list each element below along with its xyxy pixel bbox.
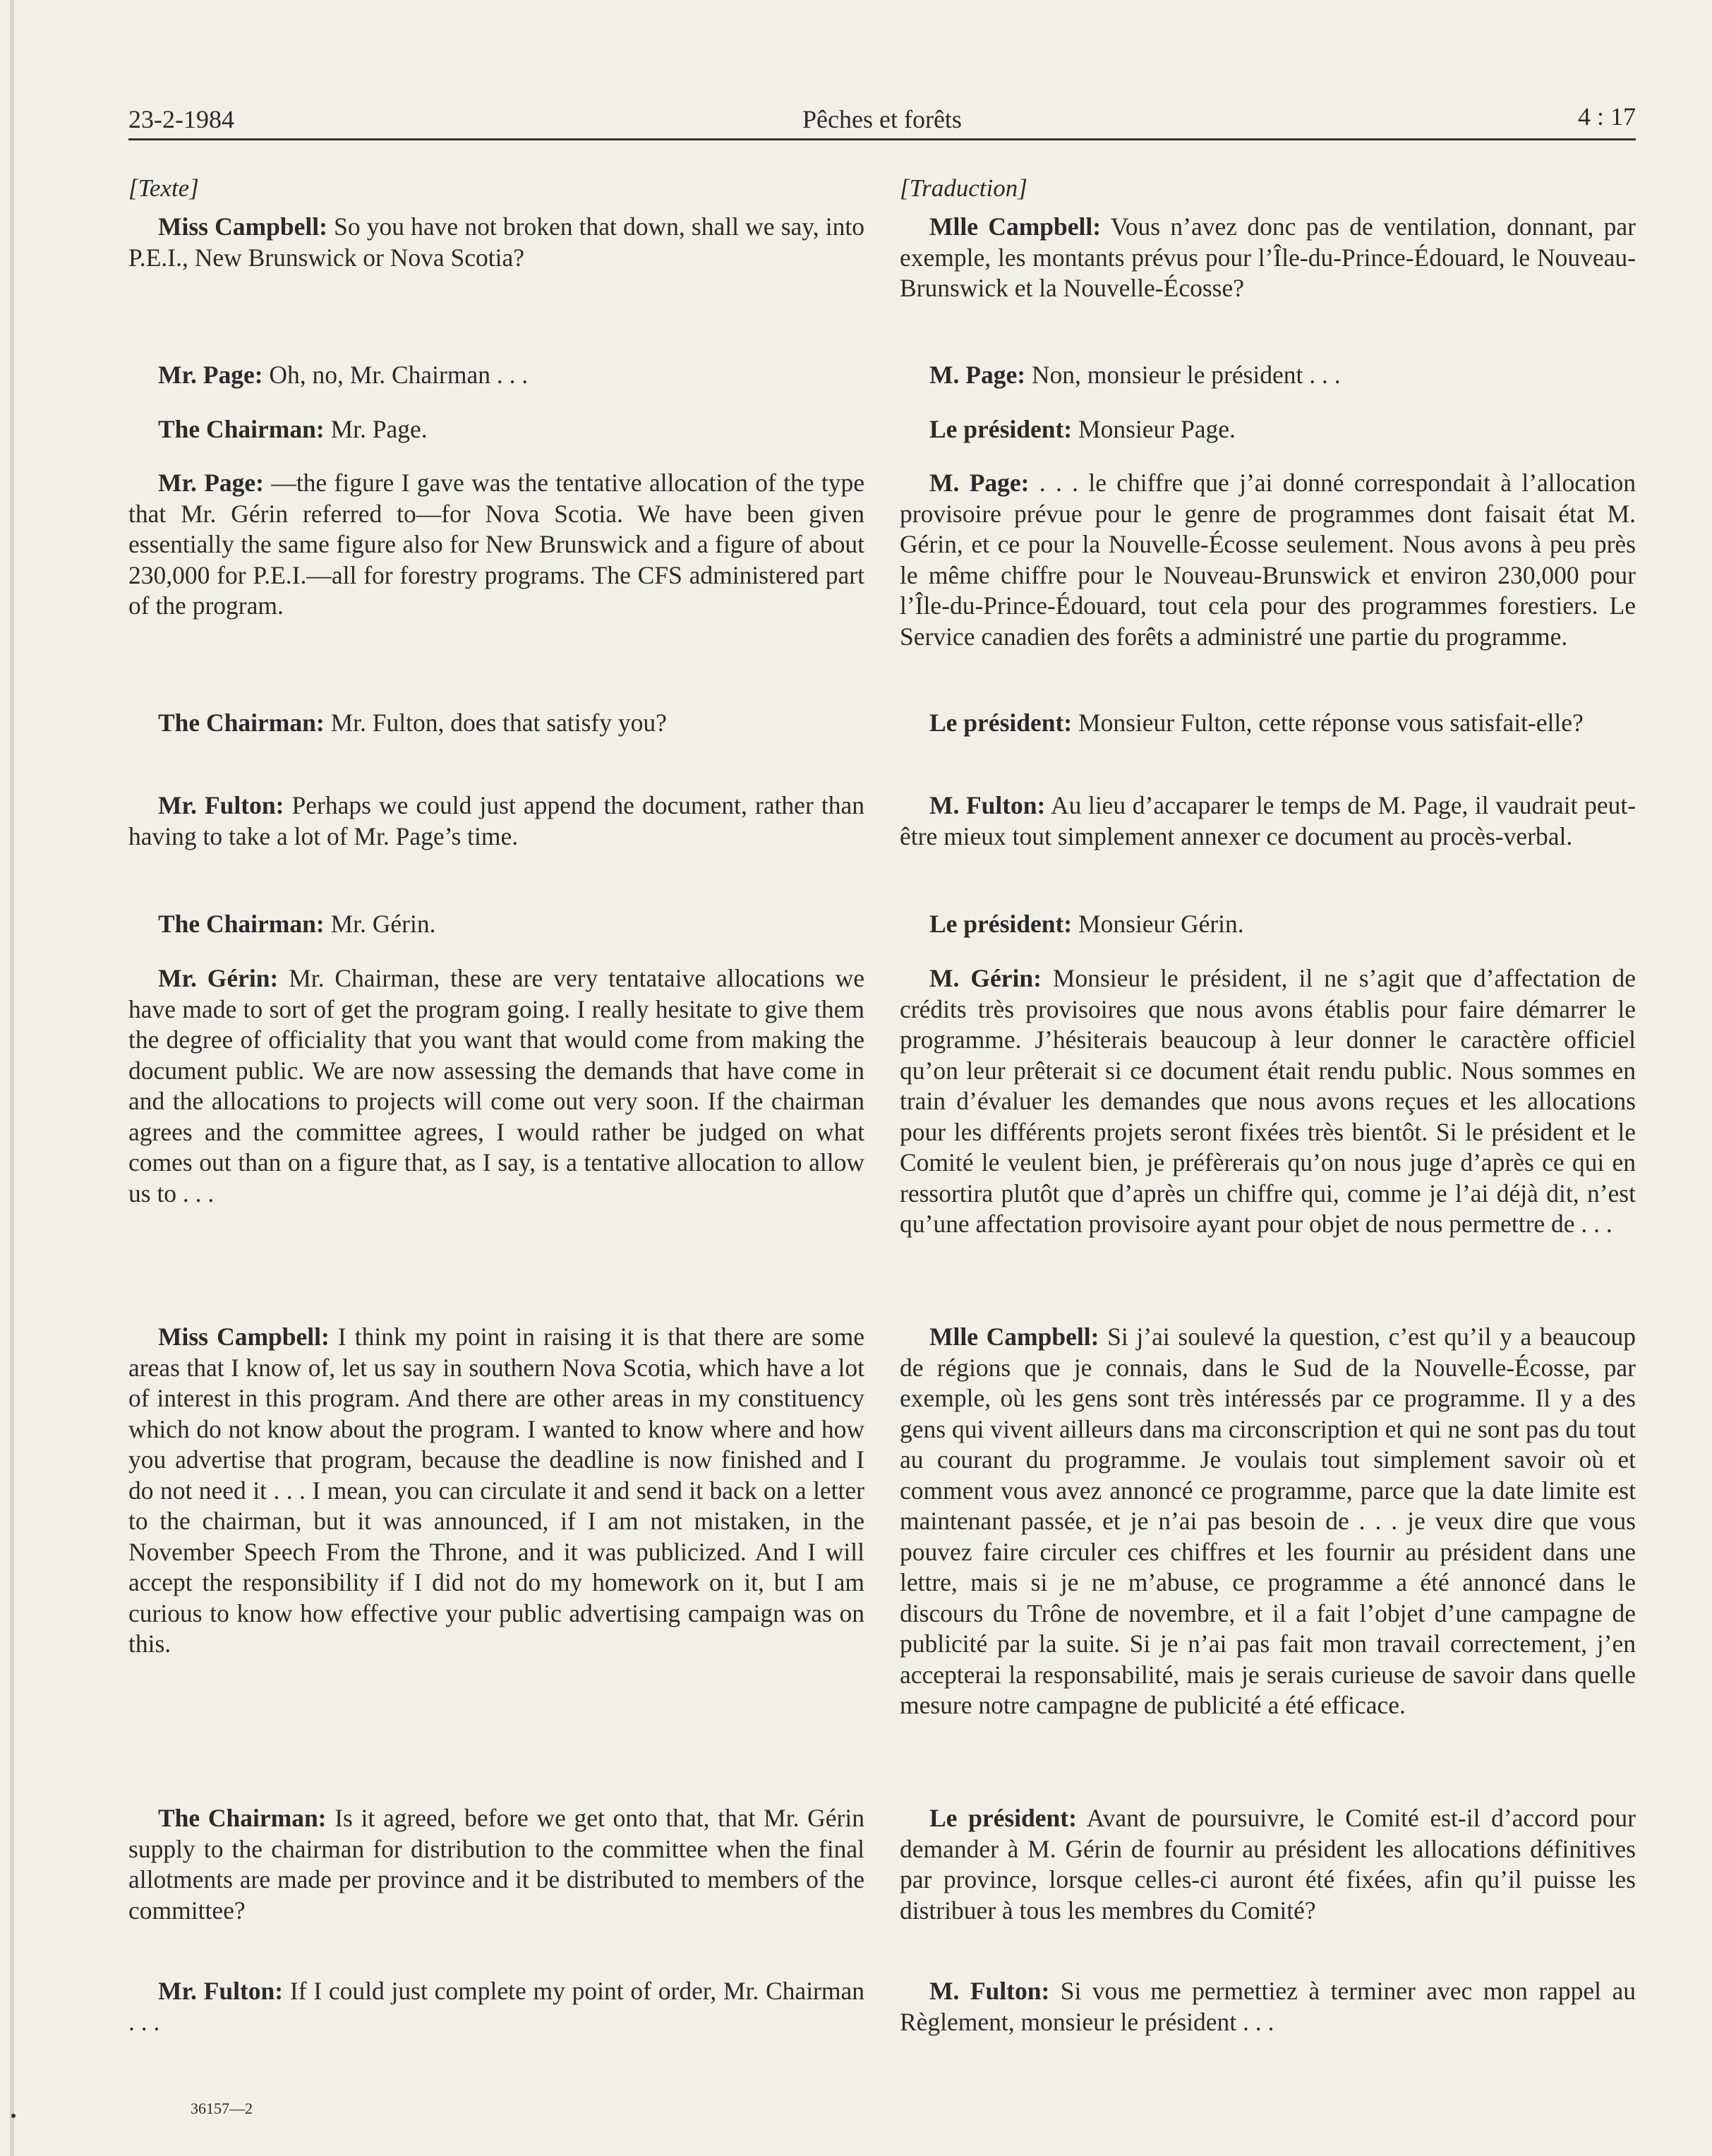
paragraph [900, 1803, 1636, 1926]
speaker-name: M. Gérin: [929, 964, 1042, 992]
paragraph [900, 909, 1636, 940]
header-page-number: 4 : 17 [1577, 102, 1636, 131]
column-label: [Texte] [128, 174, 199, 202]
speaker-name: Le président: [929, 415, 1073, 443]
margin-mark [11, 2114, 16, 2118]
speaker-name: The Chairman: [158, 910, 325, 938]
paragraph [900, 963, 1636, 1240]
running-header [128, 99, 1636, 140]
paragraph [900, 468, 1636, 652]
paragraph [128, 468, 864, 622]
paragraph [128, 1322, 864, 1660]
speech-text: If I could just complete my point of order, Mr. Chairman . . . [128, 1977, 864, 2036]
speech-text: Au lieu d’accaparer le temps de M. Page, il vaudrait peut-être mieux tout simplement annexer ce document au procès-verbal. [900, 791, 1636, 850]
speech-text: Si vous me permettiez à terminer avec mon rappel au Règlement, monsieur le président . . . [900, 1977, 1636, 2036]
speaker-name: Mr. Page: [158, 361, 263, 389]
speaker-name: M. Fulton: [929, 791, 1046, 819]
header-rule [128, 138, 1636, 140]
speech-text: Monsieur Page. [1072, 415, 1236, 443]
speaker-name: Mr. Fulton: [158, 791, 284, 819]
speaker-name: M. Page: [929, 361, 1026, 389]
speech-text: Mr. Fulton, does that satisfy you? [324, 709, 667, 737]
speaker-name: The Chairman: [158, 415, 325, 443]
speaker-name: Mr. Page: [158, 469, 264, 497]
speech-text: Vous n’avez donc pas de ventilation, donnant, par exemple, les montants prévus pour l’Île-du-Prince-Édouard, le Nouveau-Brunswick et la Nouvelle-Écosse? [900, 212, 1636, 302]
speech-text: Perhaps we could just append the document, rather than having to take a lot of Mr. Page’s time. [128, 791, 864, 850]
footer-code: 36157—2 [191, 2100, 253, 2117]
speech-text: —the figure I gave was the tentative allocation of the type that Mr. Gérin referred to—for Nova Scotia. We have been given essentially the same figure also for New Brunswick and a figure of about 230,000 for P.E.I.—all for forestry programs. The CFS administered part of the program. [128, 469, 864, 620]
paragraph [128, 360, 864, 391]
paragraph [900, 212, 1636, 304]
speaker-name: Mr. Fulton: [158, 1977, 284, 2005]
paragraph [900, 790, 1636, 852]
speech-text: Monsieur Gérin. [1072, 910, 1244, 938]
speech-text: Mr. Chairman, these are very tentataive allocations we have made to sort of get the program going. I really hesitate to give them the degree of officiality that you want that would come from making the document public. We are now assessing the demands that have come in and the allocations to projects will come out very soon. If the chairman agrees and the committee agrees, I would rather be judged on what comes out than on a figure that, as I say, is a tentative allocation to allow us to . . . [128, 964, 864, 1208]
speech-text: Monsieur le président, il ne s’agit que d’affectation de crédits très provisoires que nous avons établis pour faire démarrer le programme. J’hésiterais beaucoup à leur donner le caractère officiel qu’on leur prêterait si ce document était rendu public. Nous sommes en train d’évaluer les demandes que nous avons reçues et les allocations pour les différents projets seront fixées très bientôt. Si le président et le Comité le veulent bien, je préfèrerais qu’on nous juge d’après ce qui en ressortira plutôt que d’après un chiffre qui, comme je l’ai déjà dit, n’est qu’une affectation provisoire ayant pour objet de nous permettre de . . . [900, 964, 1636, 1238]
paragraph [128, 963, 864, 1209]
speaker-name: M. Fulton: [929, 1977, 1050, 2005]
paragraph [900, 360, 1636, 391]
french-column [900, 173, 1636, 2036]
paragraph [128, 1976, 864, 2037]
speech-text: So you have not broken that down, shall we say, into P.E.I., New Brunswick or Nova Scotia? [128, 212, 864, 272]
paragraph [128, 1803, 864, 1926]
speech-text: Mr. Gérin. [324, 910, 436, 938]
speaker-name: Mlle Campbell: [929, 212, 1102, 241]
speaker-name: Le président: [929, 910, 1073, 938]
paragraph [128, 414, 864, 445]
speaker-name: Miss Campbell: [158, 1323, 330, 1351]
header-date: 23-2-1984 [128, 105, 234, 133]
speaker-name: Le président: [929, 1804, 1077, 1832]
speech-text: Non, monsieur le président . . . [1025, 361, 1341, 389]
paragraph [900, 1976, 1636, 2037]
paragraph [128, 790, 864, 852]
speaker-name: The Chairman: [158, 1804, 327, 1832]
speech-text: Si j’ai soulevé la question, c’est qu’il y a beaucoup de régions que je connais, dans le Sud de la Nouvelle-Écosse, par exemple, où les gens sont très intéressés par ce programme. Il y a des gens qui vivent ailleurs dans ma circonscription et qui ne sont pas du tout au courant du programme. Je voulais tout simplement savoir où et comment vous avez annoncé ce programme, parce que la date limite est maintenant passée, et je n’ai pas besoin de . . . je veux dire que vous pouvez faire circuler ces chiffres et les fournir au président dans une lettre, mais si je ne m’abuse, ce programme a été annoncé dans le discours du Trône de novembre, et il a fait l’objet d’une campagne de publicité par la suite. Si je n’ai pas fait mon travail correctement, j’en accepterai la responsabilité, mais je serais curieuse de savoir dans quelle mesure notre campagne de publicité a été efficace. [900, 1323, 1636, 1719]
speech-text: I think my point in raising it is that there are some areas that I know of, let us say in southern Nova Scotia, which have a lot of interest in this program. And there are other areas in my constituency which do not know about the program. I wanted to know where and how you advertise that program, because the deadline is now finished and I do not need it . . . I mean, you can circulate it and send it back on a letter to the chairman, but it was announced, if I am not mistaken, in the November Speech From the Throne, and it was publicized. And I will accept the responsibility if I did not do my homework on it, but I am curious to know how effective your public advertising campaign was on this. [128, 1323, 864, 1658]
paragraph [128, 909, 864, 940]
page-edge-shadow [10, 0, 14, 2156]
paragraph [900, 708, 1636, 739]
speaker-name: Mlle Campbell: [929, 1323, 1099, 1351]
speech-text: Avant de poursuivre, le Comité est-il d’accord pour demander à M. Gérin de fournir au président les allocations définitives par province, lorsque celles-ci auront été fixées, afin qu’il puisse les distribuer à tous les membres du Comité? [900, 1804, 1636, 1925]
paragraph [900, 414, 1636, 445]
speech-text: Monsieur Fulton, cette réponse vous satisfait-elle? [1072, 709, 1584, 737]
speech-text: Oh, no, Mr. Chairman . . . [263, 361, 529, 389]
speaker-name: M. Page: [929, 469, 1030, 497]
paragraph [128, 708, 864, 739]
column-label: [Traduction] [900, 174, 1027, 202]
header-title: Pêches et forêts [802, 105, 962, 133]
paragraph [128, 212, 864, 273]
speaker-name: Miss Campbell: [158, 212, 327, 241]
speech-text: . . . le chiffre que j’ai donné correspondait à l’allocation provisoire prévue pour le genre de programmes dont faisait état M. Gérin, et ce pour la Nouvelle-Écosse seulement. Nous avons à peu près le même chiffre pour le Nouveau-Brunswick et environ 230,000 pour l’Île-du-Prince-Édouard, tout cela pour des programmes forestiers. Le Service canadien des forêts a administré une partie du programme. [900, 469, 1636, 651]
paragraph [900, 1322, 1636, 1721]
speaker-name: Mr. Gérin: [158, 964, 279, 992]
speech-text: Mr. Page. [324, 415, 428, 443]
english-column [128, 173, 864, 2036]
speaker-name: Le président: [929, 709, 1073, 737]
speaker-name: The Chairman: [158, 709, 325, 737]
speech-text: Is it agreed, before we get onto that, that Mr. Gérin supply to the chairman for distribution to the committee when the final allotments are made per province and it be distributed to members of the committee? [128, 1804, 864, 1925]
